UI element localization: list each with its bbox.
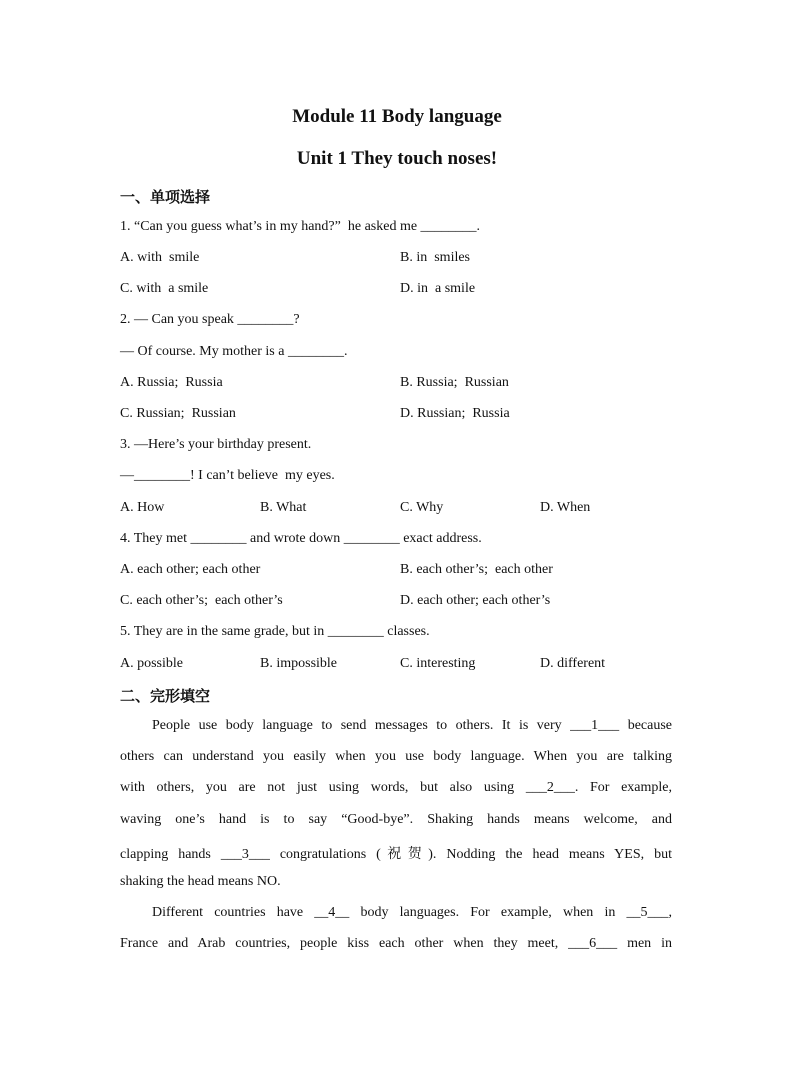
cloze-para1-line-2: others can understand you easily when you use body language. When you are talking [120, 749, 672, 764]
q4-option-b: B. each other’s; each other [400, 562, 553, 577]
q5-option-b: B. impossible [260, 656, 338, 671]
q5-option-c: C. interesting [400, 656, 476, 671]
cloze-para1-line-1: People use body language to send messages to others. It is very ___1___ because [152, 718, 672, 733]
question-4: 4. They met ________ and wrote down ________ exact address. [120, 531, 482, 546]
q1-option-d: D. in a smile [400, 281, 476, 296]
q2-option-d: D. Russian; Russia [400, 406, 510, 421]
question-3-line-2: —________! I can’t believe my eyes. [120, 468, 335, 483]
page-title: Module 11 Body language [292, 106, 502, 127]
q4-option-c: C. each other’s; each other’s [120, 593, 283, 608]
question-2-line-1: 2. — Can you speak ________? [120, 312, 300, 327]
q4-option-a: A. each other; each other [120, 562, 261, 577]
cloze-para2-line-2: France and Arab countries, people kiss each other when they meet, ___6___ men in [120, 936, 672, 951]
q3-option-b: B. What [260, 500, 307, 515]
cloze-para1-line-6: shaking the head means NO. [120, 874, 281, 889]
question-2-line-2: — Of course. My mother is a ________. [120, 344, 348, 359]
question-5: 5. They are in the same grade, but in ________ classes. [120, 624, 430, 639]
q1-option-c: C. with a smile [120, 281, 209, 296]
question-1: 1. “Can you guess what’s in my hand?” he asked me ________. [120, 219, 481, 234]
cloze-para1-line-4: waving one’s hand is to say “Good-bye”. Shaking hands means welcome, and [120, 812, 672, 827]
section-heading-cloze: 二、完形填空 [120, 687, 211, 705]
cloze-para1-line-5: clapping hands ___3___ congratulations (祝贺). Nodding the head means YES, but [120, 847, 672, 862]
cloze-para1-line-3: with others, you are not just using words, but also using ___2___. For example, [120, 780, 672, 795]
q3-option-a: A. How [120, 500, 165, 515]
q2-option-c: C. Russian; Russian [120, 406, 236, 421]
q1-option-b: B. in smiles [400, 250, 471, 265]
q3-option-c: C. Why [400, 500, 444, 515]
page-subtitle: Unit 1 They touch noses! [296, 148, 498, 169]
q1-option-a: A. with smile [120, 250, 200, 265]
cloze-para2-line-1: Different countries have __4__ body languages. For example, when in __5___, [152, 905, 672, 920]
q2-option-b: B. Russia; Russian [400, 375, 509, 390]
q3-option-d: D. When [540, 500, 591, 515]
question-3-line-1: 3. —Here’s your birthday present. [120, 437, 312, 452]
q5-option-a: A. possible [120, 656, 183, 671]
q5-option-d: D. different [540, 656, 606, 671]
q2-option-a: A. Russia; Russia [120, 375, 223, 390]
q4-option-d: D. each other; each other’s [400, 593, 551, 608]
section-heading-multiple-choice: 一、单项选择 [120, 188, 211, 206]
